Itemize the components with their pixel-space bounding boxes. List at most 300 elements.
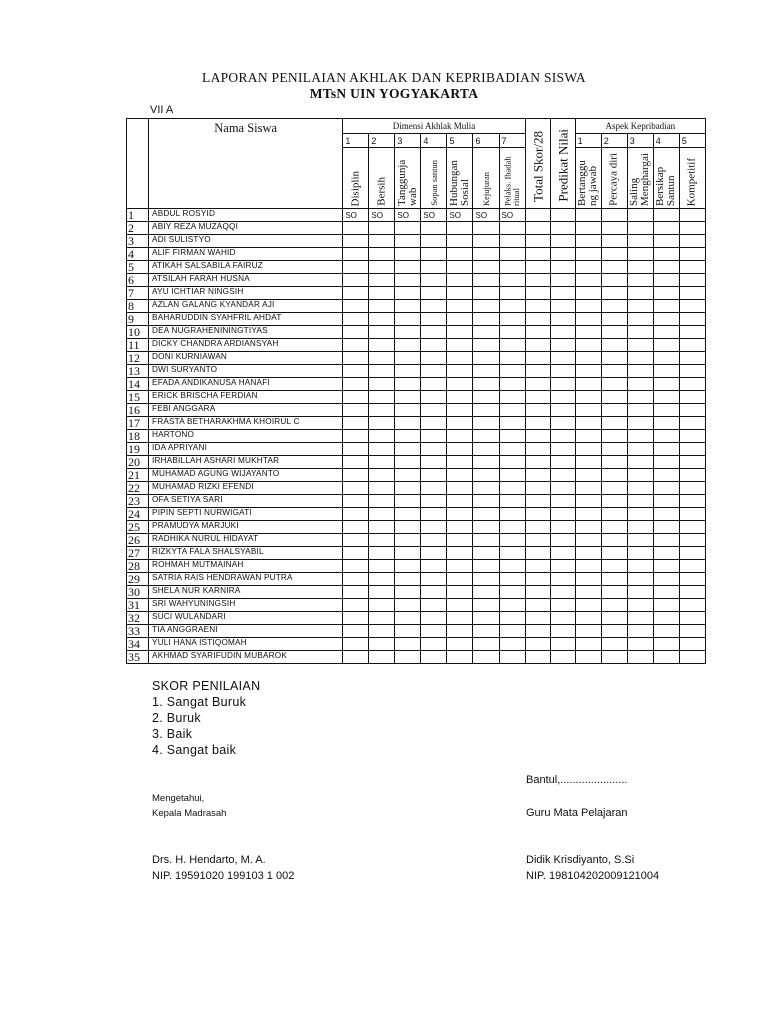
student-name: ADI SULISTYO (149, 235, 343, 248)
row-number: 20 (127, 456, 149, 469)
score-cell (473, 443, 499, 456)
score-cell (395, 612, 421, 625)
score-cell (343, 339, 369, 352)
score-cell (343, 508, 369, 521)
score-cell (421, 586, 447, 599)
table-row (127, 612, 706, 625)
score-cell (343, 222, 369, 235)
akhlak-col-number: 2 (369, 134, 395, 148)
table-row (127, 638, 706, 651)
score-cell (679, 300, 705, 313)
score-cell (395, 534, 421, 547)
score-cell (421, 625, 447, 638)
score-cell (421, 495, 447, 508)
student-name: PIPIN SEPTI NURWIGATI (149, 508, 343, 521)
student-name: TIA ANGGRAENI (149, 625, 343, 638)
score-cell (550, 443, 575, 456)
score-cell (575, 365, 601, 378)
score-cell (421, 508, 447, 521)
score-cell (679, 313, 705, 326)
score-cell (395, 586, 421, 599)
row-number: 6 (127, 274, 149, 287)
score-cell (473, 638, 499, 651)
table-row (127, 339, 706, 352)
student-name: MUHAMAD RIZKI EFENDI (149, 482, 343, 495)
score-cell (550, 521, 575, 534)
score-cell (525, 261, 550, 274)
student-name: ROHMAH MUTMAINAH (149, 560, 343, 573)
score-cell (447, 365, 473, 378)
score-cell (575, 651, 601, 664)
kepribadian-col-header (679, 148, 705, 209)
score-cell (550, 469, 575, 482)
table-row (127, 573, 706, 586)
assessment-table (126, 118, 706, 664)
score-cell (679, 248, 705, 261)
score-cell (550, 547, 575, 560)
score-cell (421, 456, 447, 469)
score-cell (525, 391, 550, 404)
score-cell (343, 456, 369, 469)
score-cell (525, 300, 550, 313)
score-cell (550, 586, 575, 599)
score-cell (575, 352, 601, 365)
student-name: OFA SETIYA SARI (149, 495, 343, 508)
akhlak-col-header (395, 148, 421, 209)
score-cell (343, 443, 369, 456)
row-number: 10 (127, 326, 149, 339)
score-cell (395, 287, 421, 300)
score-cell (395, 391, 421, 404)
score-cell (601, 521, 627, 534)
score-cell (395, 417, 421, 430)
score-cell (343, 287, 369, 300)
akhlak-col-header (369, 148, 395, 209)
student-name: ABIY REZA MUZAQQI (149, 222, 343, 235)
score-cell (601, 300, 627, 313)
score-cell (653, 534, 679, 547)
score-cell (653, 547, 679, 560)
table-row (127, 261, 706, 274)
score-cell (575, 430, 601, 443)
score-cell (369, 352, 395, 365)
akhlak-col-header (421, 148, 447, 209)
score-cell (653, 339, 679, 352)
score-cell (447, 625, 473, 638)
score-cell: SO (395, 209, 421, 222)
score-cell (575, 508, 601, 521)
score-cell (473, 456, 499, 469)
score-cell (473, 248, 499, 261)
score-cell (421, 248, 447, 261)
score-cell (499, 352, 525, 365)
score-cell (679, 417, 705, 430)
score-cell (601, 443, 627, 456)
score-cell (525, 495, 550, 508)
score-cell (627, 430, 653, 443)
score-cell (499, 261, 525, 274)
score-cell (473, 326, 499, 339)
score-cell (421, 261, 447, 274)
score-cell (343, 612, 369, 625)
score-cell (525, 404, 550, 417)
score-cell (525, 209, 550, 222)
score-cell (421, 612, 447, 625)
score-cell: SO (369, 209, 395, 222)
score-cell (550, 209, 575, 222)
score-cell (601, 261, 627, 274)
row-number: 13 (127, 365, 149, 378)
score-cell (421, 638, 447, 651)
akhlak-col-label: Bersih (375, 177, 388, 206)
score-cell: SO (421, 209, 447, 222)
score-cell (575, 378, 601, 391)
score-cell (653, 469, 679, 482)
score-cell (575, 573, 601, 586)
score-cell (653, 586, 679, 599)
score-cell (601, 508, 627, 521)
score-cell (499, 599, 525, 612)
score-cell (627, 469, 653, 482)
student-name: ATSILAH FARAH HUSNA (149, 274, 343, 287)
row-number: 33 (127, 625, 149, 638)
score-cell (473, 261, 499, 274)
score-cell (499, 248, 525, 261)
score-cell (627, 209, 653, 222)
score-cell (679, 560, 705, 573)
score-cell (343, 404, 369, 417)
score-cell (473, 339, 499, 352)
score-cell (369, 313, 395, 326)
score-cell (525, 352, 550, 365)
score-cell (421, 235, 447, 248)
class-label: VII A (150, 104, 174, 116)
score-cell (627, 313, 653, 326)
score-cell (627, 573, 653, 586)
score-cell (679, 404, 705, 417)
score-cell (499, 495, 525, 508)
score-cell (525, 469, 550, 482)
score-cell (575, 482, 601, 495)
score-cell (550, 222, 575, 235)
score-cell (395, 378, 421, 391)
score-cell (421, 391, 447, 404)
score-cell (627, 612, 653, 625)
score-cell (447, 274, 473, 287)
predikat-header (550, 119, 575, 209)
score-cell (601, 326, 627, 339)
score-cell (395, 560, 421, 573)
score-cell (601, 313, 627, 326)
score-cell (421, 352, 447, 365)
student-name: DONI KURNIAWAN (149, 352, 343, 365)
akhlak-col-number: 7 (499, 134, 525, 148)
score-cell (679, 378, 705, 391)
score-cell (550, 482, 575, 495)
score-cell (369, 638, 395, 651)
student-name: AKHMAD SYARIFUDIN MUBAROK (149, 651, 343, 664)
table-row (127, 469, 706, 482)
score-cell (473, 586, 499, 599)
guru-name: Didik Krisdiyanto, S.Si (526, 854, 635, 866)
score-cell (447, 586, 473, 599)
score-cell (421, 560, 447, 573)
score-cell (653, 352, 679, 365)
score-cell (679, 430, 705, 443)
row-number: 1 (127, 209, 149, 222)
table-row (127, 326, 706, 339)
score-cell (473, 547, 499, 560)
score-cell (601, 495, 627, 508)
score-cell (627, 508, 653, 521)
score-cell (653, 417, 679, 430)
score-cell (395, 651, 421, 664)
score-cell (550, 326, 575, 339)
name-header: Nama Siswa (149, 119, 343, 209)
score-cell (550, 352, 575, 365)
score-cell (395, 547, 421, 560)
student-name: DWI SURYANTO (149, 365, 343, 378)
row-number: 35 (127, 651, 149, 664)
score-cell (550, 495, 575, 508)
score-cell (421, 599, 447, 612)
akhlak-col-label: Pelaks. Ibadah ritual (502, 156, 522, 206)
score-cell (499, 391, 525, 404)
score-cell (421, 482, 447, 495)
kepribadian-col-number: 2 (601, 134, 627, 148)
score-cell (369, 599, 395, 612)
score-cell (627, 222, 653, 235)
score-cell (499, 404, 525, 417)
score-cell (550, 430, 575, 443)
score-cell (525, 339, 550, 352)
score-cell (343, 625, 369, 638)
student-name: ABDUL ROSYID (149, 209, 343, 222)
score-cell (473, 313, 499, 326)
score-cell (343, 599, 369, 612)
score-cell (447, 534, 473, 547)
score-cell (601, 456, 627, 469)
table-row (127, 547, 706, 560)
student-name: ALIF FIRMAN WAHID (149, 248, 343, 261)
score-cell (525, 521, 550, 534)
score-cell (679, 482, 705, 495)
student-name: IRHABILLAH ASHARI MUKHTAR (149, 456, 343, 469)
score-cell (679, 469, 705, 482)
score-cell (343, 274, 369, 287)
score-cell (550, 534, 575, 547)
score-cell (447, 638, 473, 651)
score-cell (369, 287, 395, 300)
table-row (127, 430, 706, 443)
score-cell (653, 274, 679, 287)
place-date: Bantul,...................... (526, 774, 628, 786)
score-cell (550, 417, 575, 430)
score-cell (343, 391, 369, 404)
score-cell (421, 521, 447, 534)
row-number: 24 (127, 508, 149, 521)
score-cell (627, 625, 653, 638)
score-cell (679, 625, 705, 638)
score-cell (550, 625, 575, 638)
score-cell (627, 638, 653, 651)
row-number: 28 (127, 560, 149, 573)
row-number: 8 (127, 300, 149, 313)
table-row (127, 521, 706, 534)
score-cell (525, 365, 550, 378)
score-cell (525, 443, 550, 456)
score-cell (575, 339, 601, 352)
kepribadian-col-header (627, 148, 653, 209)
akhlak-col-label: Sopan santun (428, 160, 439, 206)
score-cell (343, 573, 369, 586)
score-cell (679, 586, 705, 599)
score-cell (395, 469, 421, 482)
score-cell (653, 651, 679, 664)
score-cell (395, 352, 421, 365)
score-cell (343, 352, 369, 365)
score-cell (525, 625, 550, 638)
akhlak-col-number: 3 (395, 134, 421, 148)
score-cell (550, 287, 575, 300)
table-row (127, 222, 706, 235)
score-cell (421, 313, 447, 326)
score-cell (575, 417, 601, 430)
score-cell (627, 456, 653, 469)
score-cell (627, 521, 653, 534)
akhlak-col-header (499, 148, 525, 209)
student-name: EFADA ANDIKANUSA HANAFI (149, 378, 343, 391)
table-row (127, 378, 706, 391)
score-cell (601, 248, 627, 261)
score-cell (525, 651, 550, 664)
score-cell (575, 209, 601, 222)
score-cell (343, 521, 369, 534)
score-cell (627, 443, 653, 456)
row-number: 19 (127, 443, 149, 456)
score-cell (550, 391, 575, 404)
score-cell (421, 404, 447, 417)
score-cell (627, 339, 653, 352)
score-cell (525, 586, 550, 599)
table-row (127, 287, 706, 300)
score-cell (575, 443, 601, 456)
row-number: 15 (127, 391, 149, 404)
score-cell (679, 508, 705, 521)
score-cell (473, 469, 499, 482)
score-cell (653, 508, 679, 521)
kepribadian-col-label: Bersikap Santun (654, 166, 678, 206)
student-name: MUHAMAD AGUNG WIJAYANTO (149, 469, 343, 482)
score-cell (679, 599, 705, 612)
score-cell (653, 222, 679, 235)
score-cell (369, 235, 395, 248)
score-cell (575, 326, 601, 339)
score-cell (499, 313, 525, 326)
score-cell (473, 430, 499, 443)
score-cell (653, 625, 679, 638)
score-cell (369, 547, 395, 560)
score-cell (369, 339, 395, 352)
score-cell (627, 378, 653, 391)
score-cell (601, 469, 627, 482)
score-cell (499, 547, 525, 560)
score-cell (499, 625, 525, 638)
table-row (127, 313, 706, 326)
score-cell (627, 547, 653, 560)
table-row (127, 235, 706, 248)
score-cell (395, 326, 421, 339)
guru-nip: NIP. 198104202009121004 (526, 870, 660, 882)
score-cell (653, 404, 679, 417)
score-cell: SO (473, 209, 499, 222)
score-cell (653, 313, 679, 326)
score-cell (525, 287, 550, 300)
score-cell (343, 417, 369, 430)
score-cell (653, 430, 679, 443)
total-score-header (525, 119, 550, 209)
row-number: 22 (127, 482, 149, 495)
score-cell (447, 261, 473, 274)
table-row (127, 651, 706, 664)
score-cell (575, 404, 601, 417)
score-cell (601, 599, 627, 612)
score-cell (575, 560, 601, 573)
kepala-nip: NIP. 19591020 199103 1 002 (152, 870, 295, 882)
kepribadian-col-label: Kompetitif (685, 157, 698, 206)
score-cell (499, 417, 525, 430)
row-number: 7 (127, 287, 149, 300)
score-cell (473, 651, 499, 664)
score-cell (550, 300, 575, 313)
score-cell (601, 534, 627, 547)
score-cell (601, 339, 627, 352)
score-cell (369, 378, 395, 391)
score-cell (395, 274, 421, 287)
score-cell (679, 651, 705, 664)
score-cell (627, 300, 653, 313)
score-cell (499, 469, 525, 482)
score-cell (575, 313, 601, 326)
score-cell (575, 235, 601, 248)
score-cell (679, 547, 705, 560)
score-cell (343, 482, 369, 495)
score-cell (679, 261, 705, 274)
score-cell (653, 521, 679, 534)
row-number: 34 (127, 638, 149, 651)
score-cell (525, 274, 550, 287)
score-cell (575, 612, 601, 625)
row-number: 32 (127, 612, 149, 625)
kepribadian-col-number: 3 (627, 134, 653, 148)
report-title: LAPORAN PENILAIAN AKHLAK DAN KEPRIBADIAN SISWA (202, 70, 586, 85)
score-cell (473, 404, 499, 417)
score-cell (653, 248, 679, 261)
score-cell (601, 209, 627, 222)
table-row (127, 586, 706, 599)
score-cell (550, 599, 575, 612)
score-cell (447, 222, 473, 235)
row-number: 18 (127, 430, 149, 443)
score-cell (369, 222, 395, 235)
score-cell: SO (499, 209, 525, 222)
score-cell (499, 482, 525, 495)
score-cell (601, 404, 627, 417)
score-cell (601, 417, 627, 430)
score-cell (525, 430, 550, 443)
score-cell (627, 287, 653, 300)
score-cell (447, 482, 473, 495)
